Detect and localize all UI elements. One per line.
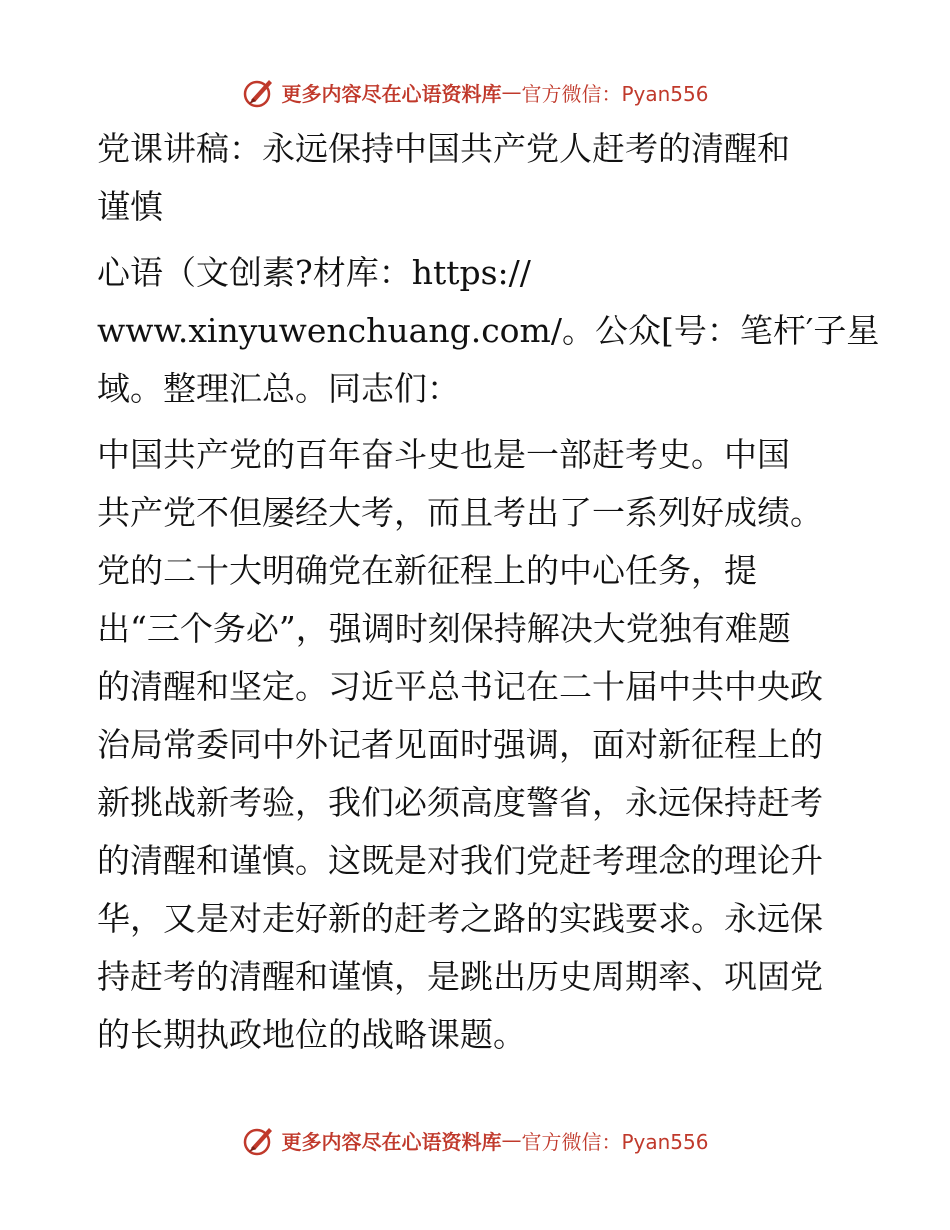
banner-wechat-text: 官方微信：Pyan556 [521,81,709,106]
body-line: 的清醒和谨慎。这既是对我们党赶考理念的理论升 [97,841,823,880]
body-paragraph [97,426,857,1064]
source-line: www.xinyuwenchuang.com/。公众[号：笔杆′子星 [97,311,880,350]
body-line: 的清醒和坚定。习近平总书记在二十届中共中央政 [97,667,823,706]
body-line: 新挑战新考验，我们必须高度警省，永远保持赶考 [97,783,823,822]
body-line: 治局常委同中外记者见面时强调，面对新征程上的 [97,725,823,764]
footer-watermark-banner [0,1120,950,1160]
banner-brand-text: 更多内容尽在心语资料库 [281,1129,502,1154]
banner-separator: — [501,80,522,104]
body-line: 党的二十大明确党在新征程上的中心任务，提 [97,551,757,590]
banner-brand-text: 更多内容尽在心语资料库 [281,81,502,106]
body-line: 华，又是对走好新的赶考之路的实践要求。永远保 [97,899,823,938]
document-content [97,120,880,1064]
body-line: 的长期执政地位的战略课题。 [97,1015,526,1054]
source-line: 域。整理汇总。同志们： [97,369,460,408]
source-paragraph [97,244,880,418]
banner-separator: — [501,1128,522,1152]
body-line: 出“三个务必”，强调时刻保持解决大党独有难题 [97,609,791,648]
title-line: 党课讲稿：永远保持中国共产党人赶考的清醒和 [97,129,790,168]
body-line: 中国共产党的百年奋斗史也是一部赶考史。中国 [97,435,790,474]
source-line: 心语（文创素?材库：https:// [97,253,531,292]
quill-pen-logo-icon [241,74,277,110]
body-line: 持赶考的清醒和谨慎，是跳出历史周期率、巩固党 [97,957,823,996]
title-line: 谨慎 [97,187,163,226]
document-title [97,120,857,236]
banner-wechat-text: 官方微信：Pyan556 [521,1129,709,1154]
quill-pen-logo-icon [241,1122,277,1158]
body-line: 共产党不但屡经大考，而且考出了一系列好成绩。 [97,493,823,532]
header-watermark-banner [0,72,950,112]
